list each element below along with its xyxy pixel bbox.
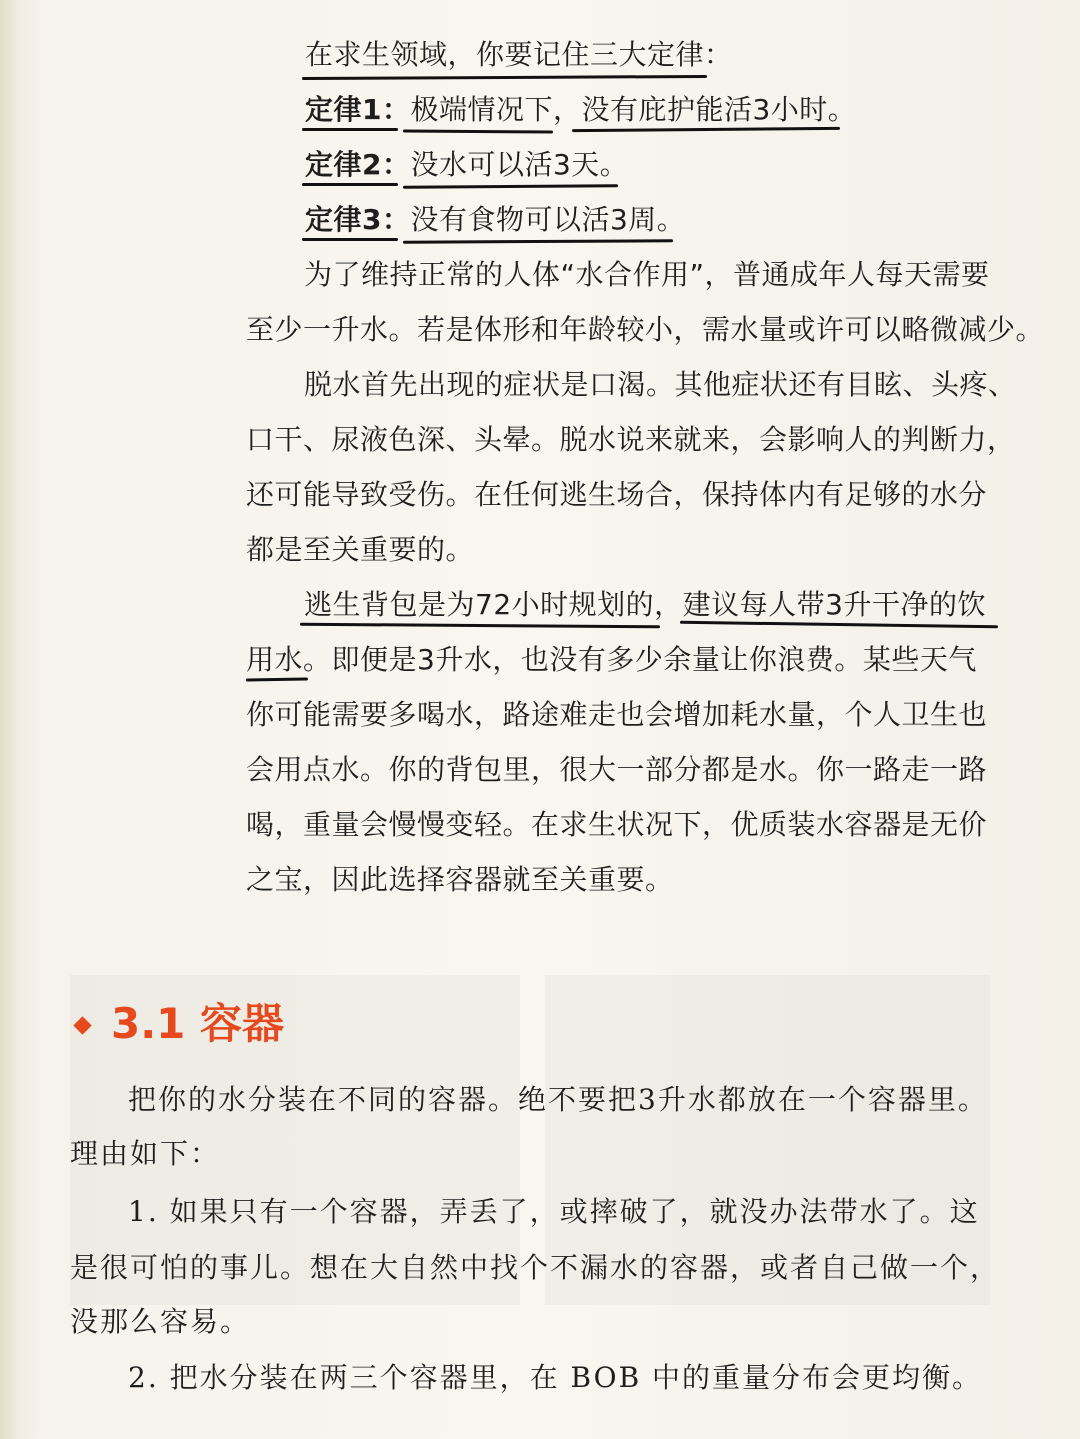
paragraph-3-line-5: 喝，重量会慢慢变轻。在求生状况下，优质装水容器是无价 — [246, 808, 988, 841]
underline-drinking-water — [246, 677, 308, 681]
paragraph-1-line-1: 为了维持正常的人体“水合作用”，普通成年人每天需要 — [304, 258, 990, 291]
paragraph-1-line-2: 至少一升水。若是体形和年龄较小，需水量或许可以略微减少。 — [246, 313, 1045, 346]
underline-rule-2-label — [302, 183, 398, 186]
list-item-1-line-2: 是很可怕的事儿。想在大自然中找个不漏水的容器，或者自己做一个， — [70, 1251, 1001, 1284]
paragraph-3-line-1: 逃生背包是为72小时规划的，建议每人带3升干净的饮 — [304, 588, 986, 621]
section-heading-text: 3.1 容器 — [111, 999, 285, 1048]
rule-3-label: 定律3： — [305, 203, 411, 236]
paragraph-3-line-2: 用水。即便是3升水，也没有多少余量让你浪费。某些天气 — [246, 643, 977, 676]
section-heading — [76, 996, 284, 1052]
rule-1-text: 极端情况下，没有庇护能活3小时。 — [410, 93, 857, 126]
rule-1 — [305, 90, 856, 130]
rule-3 — [305, 200, 685, 240]
paragraph-3-line-6: 之宝，因此选择容器就至关重要。 — [246, 863, 674, 896]
rule-3-text: 没有食物可以活3周。 — [410, 203, 686, 236]
page-edge-shadow — [0, 0, 18, 1439]
paragraph-2-line-3: 还可能导致受伤。在任何逃生场合，保持体内有足够的水分 — [246, 478, 988, 511]
paragraph-2-line-2: 口干、尿液色深、头晕。脱水说来就来，会影响人的判断力， — [246, 423, 1016, 456]
underline-rule-3 — [403, 239, 673, 243]
underline-rule-2 — [403, 184, 618, 189]
rule-2-text: 没水可以活3天。 — [410, 148, 629, 181]
rule-2-label: 定律2： — [305, 148, 411, 181]
underline-rule-1-label — [302, 128, 398, 131]
diamond-icon — [73, 1016, 91, 1034]
paragraph-3-line-3: 你可能需要多喝水，路途难走也会增加耗水量，个人卫生也 — [246, 698, 988, 731]
rule-1-label: 定律1： — [305, 93, 411, 126]
paragraph-3-line-4: 会用点水。你的背包里，很大一部分都是水。你一路走一路 — [246, 753, 988, 786]
underline-rule-3-label — [302, 238, 398, 241]
list-item-2-line-1: 2. 把水分装在两三个容器里，在 BOB 中的重量分布会更均衡。 — [128, 1361, 983, 1394]
paragraph-2-line-1: 脱水首先出现的症状是口渴。其他症状还有目眩、头疼、 — [304, 368, 1017, 401]
section-intro-line-2: 理由如下： — [70, 1137, 221, 1170]
paragraph-2-line-4: 都是至关重要的。 — [246, 533, 475, 566]
list-item-1-line-1: 1. 如果只有一个容器，弄丢了，或摔破了，就没办法带水了。这 — [128, 1195, 980, 1228]
underline-rule-1-a — [403, 129, 553, 133]
rule-2 — [305, 145, 628, 185]
underline-rules-intro — [302, 75, 707, 80]
list-item-1-line-3: 没那么容易。 — [70, 1305, 251, 1338]
rules-intro: 在求生领域，你要记住三大定律： — [305, 38, 733, 71]
section-intro-line-1: 把你的水分装在不同的容器。绝不要把3升水都放在一个容器里。 — [128, 1083, 988, 1116]
